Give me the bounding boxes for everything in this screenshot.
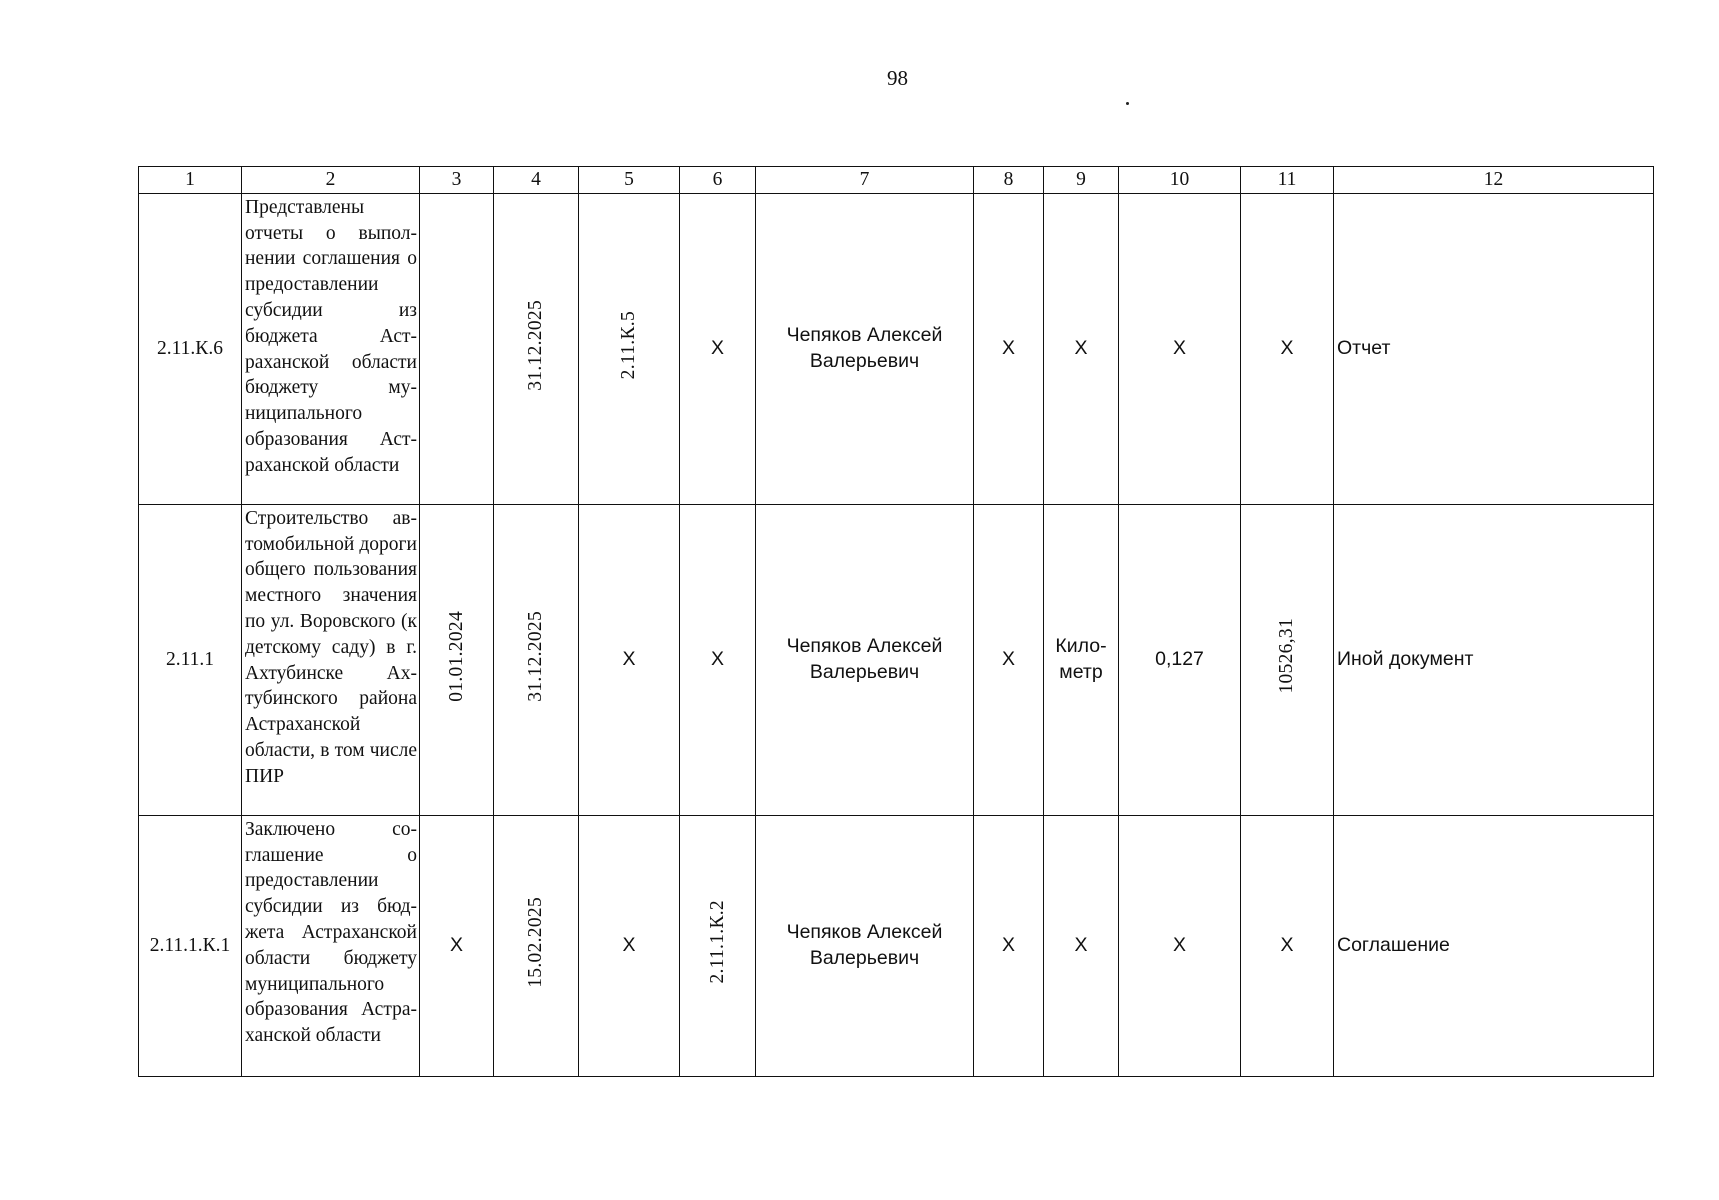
end-date-cell — [494, 504, 579, 815]
table-row — [139, 504, 1654, 815]
description-cell: Заключено соглашение о предоставлении субсидии из бюджета Астраханской области бюджету муниципального образования Астраханской области — [242, 815, 420, 1076]
cost-cell: X — [1241, 193, 1334, 504]
row-number-cell: 2.11.1 — [139, 504, 242, 815]
scan-speck — [1126, 102, 1129, 105]
value-cell: 0,127 — [1119, 504, 1241, 815]
start-date-text: 01.01.2024 — [445, 610, 467, 702]
header-cell-2: 2 — [242, 167, 420, 194]
col8-cell: X — [974, 504, 1044, 815]
responsible-cell: Чепяков Алексей Валерьевич — [756, 193, 974, 504]
header-cell-1: 1 — [139, 167, 242, 194]
document-cell: Отчет — [1334, 193, 1654, 504]
header-cell-9: 9 — [1044, 167, 1119, 194]
document-cell: Иной документ — [1334, 504, 1654, 815]
start-date-cell — [420, 504, 494, 815]
header-row — [139, 167, 1654, 194]
responsible-cell: Чепяков Алексей Валерьевич — [756, 504, 974, 815]
unit-cell: X — [1044, 815, 1119, 1076]
unit-cell: Кило-метр — [1044, 504, 1119, 815]
start-date-cell — [420, 193, 494, 504]
header-cell-8: 8 — [974, 167, 1044, 194]
cost-cell — [1241, 504, 1334, 815]
cost-text: 10526,31 — [1276, 618, 1298, 694]
header-cell-12: 12 — [1334, 167, 1654, 194]
table-row — [139, 193, 1654, 504]
description-cell: Строительство автомобильной дороги общего пользования местного значения по ул. Воровского (к детскому саду) в г. Ахтубинске Ахтубинского района Астраханской области, в том числе ПИР — [242, 504, 420, 815]
col6-cell: X — [680, 193, 756, 504]
table-row — [139, 815, 1654, 1076]
responsible-cell: Чепяков Алексей Валерьевич — [756, 815, 974, 1076]
start-date-cell: X — [420, 815, 494, 1076]
row-number-cell: 2.11.К.6 — [139, 193, 242, 504]
description-cell: Представлены отчеты о выполнении соглашения о предоставлении субсидии из бюджета Астраханской области бюджету муниципального образования Астраханской области — [242, 193, 420, 504]
header-cell-4: 4 — [494, 167, 579, 194]
end-date-cell — [494, 815, 579, 1076]
end-date-text: 31.12.2025 — [525, 299, 547, 391]
header-cell-3: 3 — [420, 167, 494, 194]
col8-cell: X — [974, 815, 1044, 1076]
col6-cell — [680, 815, 756, 1076]
row-number-cell: 2.11.1.К.1 — [139, 815, 242, 1076]
end-date-cell — [494, 193, 579, 504]
page-number: 98 — [887, 66, 908, 90]
header-cell-5: 5 — [579, 167, 680, 194]
predecessor-text: 2.11.К.5 — [618, 310, 640, 380]
cost-cell: X — [1241, 815, 1334, 1076]
header-cell-11: 11 — [1241, 167, 1334, 194]
unit-cell: X — [1044, 193, 1119, 504]
col6-cell: X — [680, 504, 756, 815]
col6-text: 2.11.1.К.2 — [706, 900, 728, 984]
value-cell: X — [1119, 815, 1241, 1076]
end-date-text: 31.12.2025 — [525, 610, 547, 702]
predecessor-cell: X — [579, 815, 680, 1076]
col8-cell: X — [974, 193, 1044, 504]
value-cell: X — [1119, 193, 1241, 504]
document-cell: Соглашение — [1334, 815, 1654, 1076]
header-cell-7: 7 — [756, 167, 974, 194]
predecessor-cell — [579, 193, 680, 504]
header-cell-6: 6 — [680, 167, 756, 194]
plan-table — [138, 166, 1654, 1077]
header-cell-10: 10 — [1119, 167, 1241, 194]
predecessor-cell: X — [579, 504, 680, 815]
end-date-text: 15.02.2025 — [525, 896, 547, 988]
